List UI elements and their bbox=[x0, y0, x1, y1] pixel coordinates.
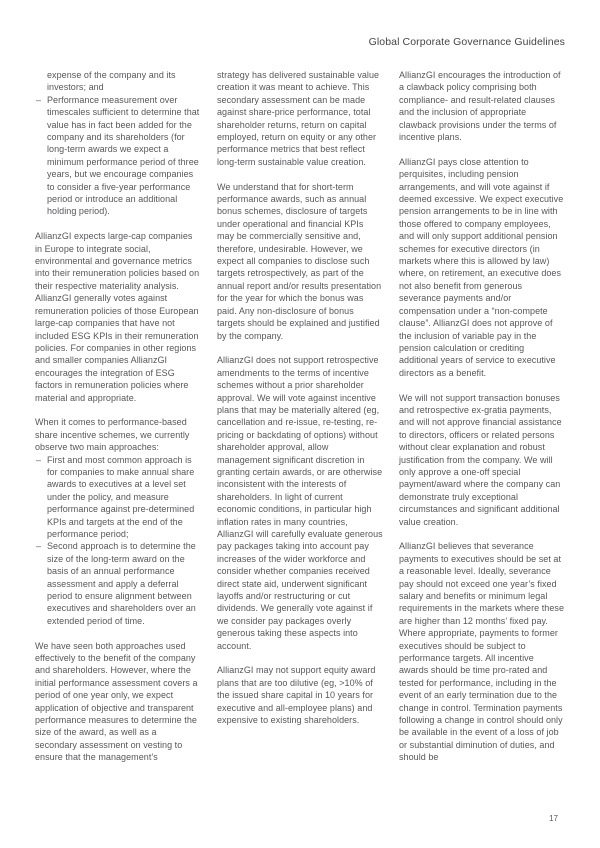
list-item bbox=[35, 540, 201, 627]
body-paragraph: We understand that for short-term performance awards, such as annual bonus schemes, disclosure of targets under operational and financial KPIs may be commercially sensitive and, therefore, undesirable. However, we expect all companies to disclose such targets retrospectively, as part of the annual report and/or results presentation for the year for which the bonus was paid. Any non-disclosure of bonus targets should be explained and justified by the company. bbox=[217, 181, 382, 341]
bullet-list-approaches bbox=[35, 454, 201, 628]
column-1 bbox=[35, 69, 201, 776]
text-columns bbox=[35, 69, 567, 776]
bullet-list-continuation bbox=[35, 69, 201, 218]
list-item-text: First and most common approach is for companies to make annual share awards to executives at a level set under the policy, and measure performance against pre-determined KPIs and targets at the end of the performance period; bbox=[47, 454, 195, 539]
dash-marker: – bbox=[36, 94, 42, 105]
list-item bbox=[35, 454, 201, 541]
list-item-text: Second approach is to determine the size of the long-term award on the basis of an annual performance assessment and apply a deferral period to ensure alignment between executives and shareholders over an extended period of time. bbox=[47, 541, 196, 626]
page-number: 17 bbox=[549, 814, 558, 823]
body-paragraph: strategy has delivered sustainable value creation it was meant to achieve. This secondary assessment can be made against share-price performance, total shareholder returns, return on capital employed, return on equity or any other performance metrics that best reflect long-term sustainable value creation. bbox=[217, 70, 380, 167]
body-paragraph: AllianzGI may not support equity award plans that are too dilutive (eg, >10% of the issued share capital in 10 years for executive and all-employee plans) and expensive to existing shareholders. bbox=[217, 665, 376, 726]
body-paragraph: AllianzGI believes that severance payments to executives should be set at a reasonable level. Ideally, severance pay should not exceed one year’s fixed salary and benefits or minimum legal requirements in the markets where these are higher than 12 months’ fixed pay. Where appropriate, payments to former executives should be subject to performance targets. All incentive awards should be time pro-rated and tested for performance, including in the event of an early termination due to the change in control. Termination payments following a change in control should only be available in the event of a loss of job or substantial diminution of duties, and should be bbox=[399, 541, 565, 763]
column-2 bbox=[217, 69, 383, 776]
body-paragraph: We have seen both approaches used effectively to the benefit of the company and shareholders. However, where the initial performance assessment covers a period of one year only, we expect application of objective and transparent performance measures to determine the size of the award, as well as a secondary assessment on vesting to ensure that the management’s bbox=[35, 640, 198, 763]
body-paragraph: AllianzGI expects large-cap companies in Europe to integrate social, environmental and governance metrics into their remuneration policies based on their respective materiality analysis. AllianzGI generally votes against remuneration policies of those European large-cap companies that have not included ESG KPIs in their remuneration policies. For companies in other regions and smaller companies AllianzGI encourages the integration of ESG factors in remuneration policies where material and appropriate. bbox=[35, 231, 200, 403]
page-footer bbox=[549, 814, 558, 823]
page-header bbox=[35, 36, 565, 48]
body-paragraph: AllianzGI pays close attention to perquisites, including pension arrangements, and will vote against if deemed excessive. We expect executive pension arrangements to be in line with those offered to company employees, and will only support additional pension schemes for executive directors (in markets where this is allowed by law) where, on retirement, an executive does not also benefit from generous severance payments and/or compensation under a “non-compete clause”. AllianzGI does not approve of the inclusion of variable pay in the pension calculation or crediting additional years of service to executive directors as a benefit. bbox=[399, 156, 564, 378]
dash-marker: – bbox=[36, 454, 42, 465]
body-paragraph: We will not support transaction bonuses and retrospective ex-gratia payments, and will not approve financial assistance to directors, officers or related persons without clear explanation and robust justification from the company. We will only approve a one-off special payment/award where the company can demonstrate truly exceptional circumstances and significant additional value creation. bbox=[399, 392, 562, 527]
column-3 bbox=[399, 69, 565, 776]
list-item bbox=[35, 94, 201, 218]
body-paragraph: AllianzGI encourages the introduction of a clawback policy comprising both compliance- and result-related clauses and the inclusion of appropriate clawback provisions under the terms of incentive plans. bbox=[399, 70, 561, 143]
list-item bbox=[35, 69, 201, 94]
dash-marker: – bbox=[36, 541, 42, 552]
document-title: Global Corporate Governance Guidelines bbox=[368, 36, 565, 48]
list-item-text: expense of the company and its investors; and bbox=[47, 70, 176, 93]
body-paragraph: When it comes to performance-based share incentive schemes, we currently observe two main approaches: bbox=[35, 417, 190, 453]
body-paragraph: AllianzGI does not support retrospective amendments to the terms of incentive schemes without a prior shareholder approval. We will vote against incentive plans that may be materially altered (eg, cancellation and re-issue, re-testing, re-pricing or backdating of options) without shareholder approval, allow management significant discretion in granting certain awards, or are otherwise inconsistent with the interests of shareholders. In light of current economic conditions, in particular high inflation rates in many countries, AllianzGI will carefully evaluate generous pay packages taking into account pay increases of the wider workforce and consider whether companies received direct state aid, underwent significant layoffs and/or restructuring or cut dividends. We generally vote against if we consider pay packages overly generous taking these aspects into account. bbox=[217, 355, 383, 651]
list-item-text: Performance measurement over timescales sufficient to determine that value has in fact been added for the company and its shareholders (for long-term awards we expect a minimum performance period of three years, but we encourage companies to consider a five-year performance period or introduce an additional holding period). bbox=[47, 94, 200, 217]
